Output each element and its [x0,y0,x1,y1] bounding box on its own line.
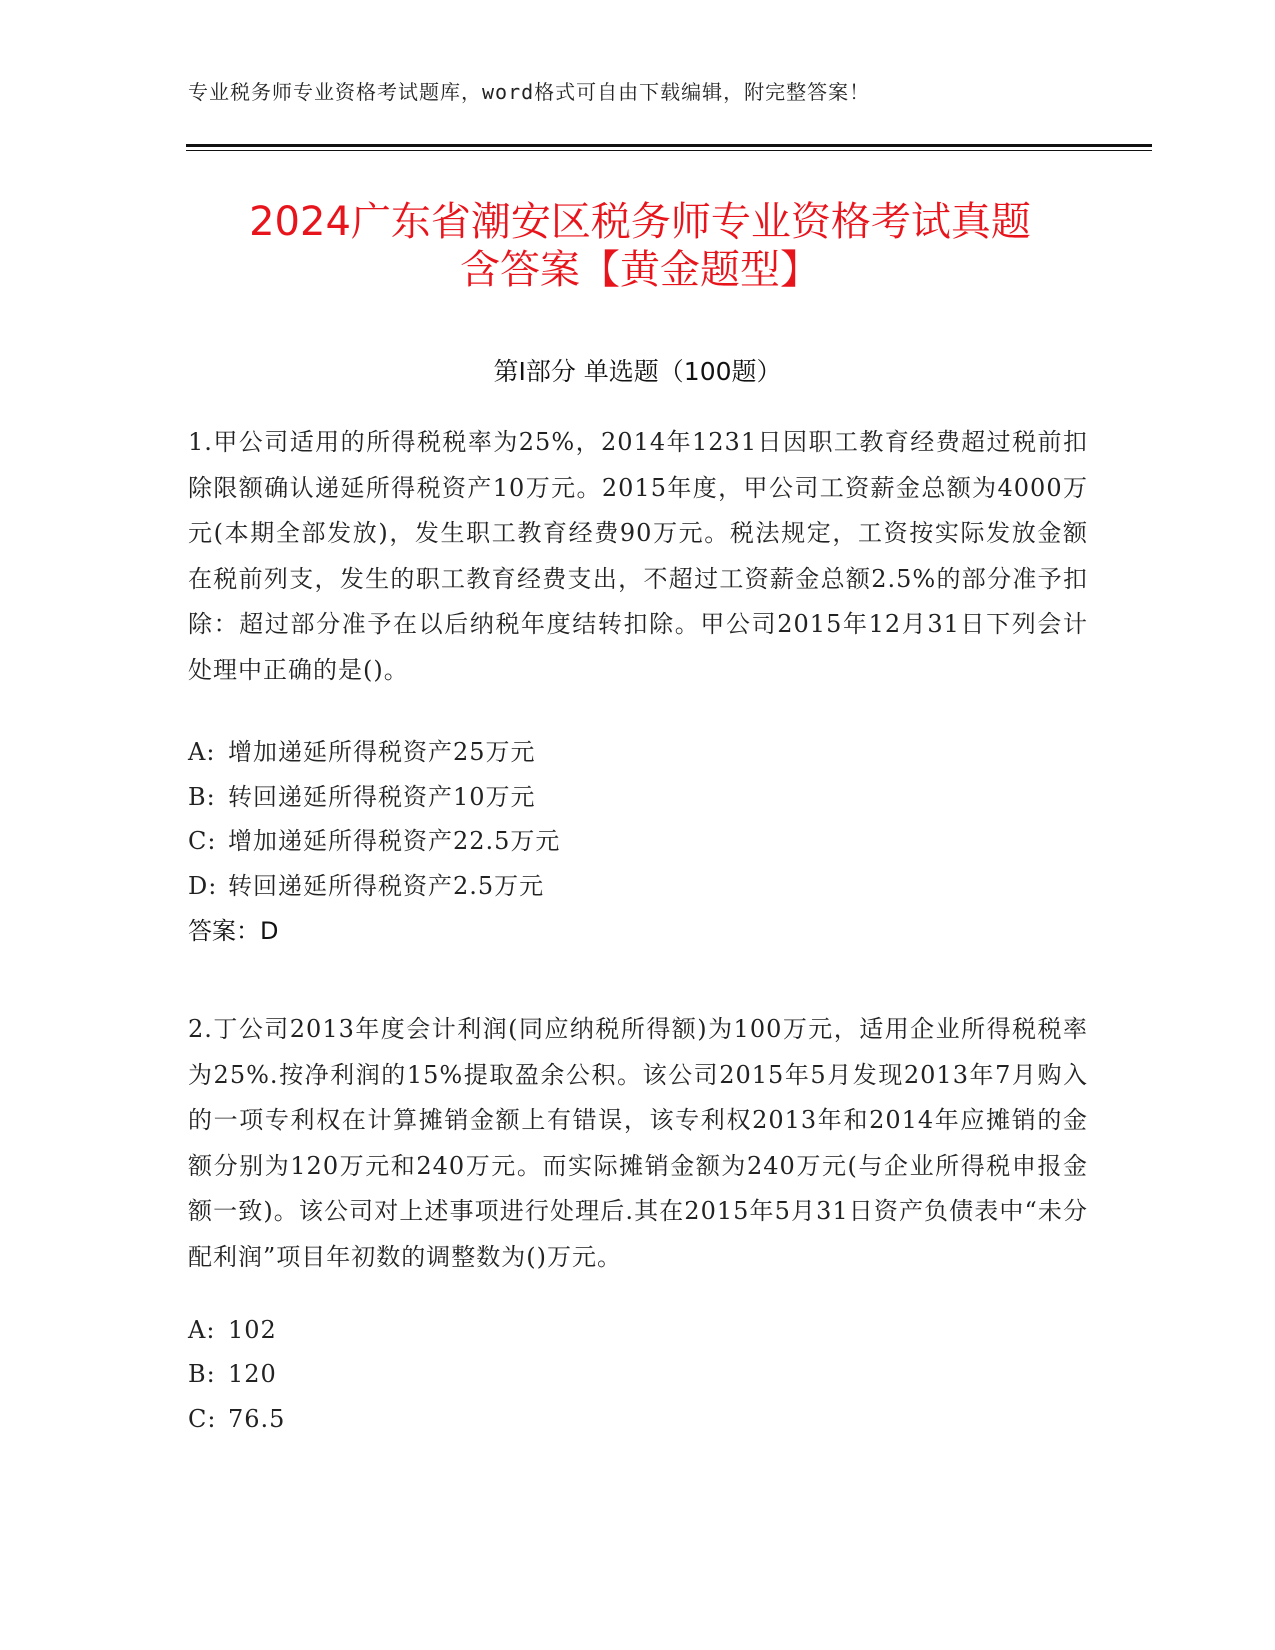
question-2-option-b [188,1360,277,1388]
title-line-2: 含答案【黄金题型】 [460,247,820,293]
option-text: 转回递延所得税资产10万元 [228,783,536,811]
question-2-option-a [188,1316,277,1344]
question-1-option-b [188,777,536,812]
header-divider-thin [186,150,1152,151]
question-1-option-a [188,732,536,767]
question-1-option-c [188,821,560,856]
option-letter: C: [188,827,217,855]
option-text: 76.5 [228,1405,286,1433]
option-text: 102 [228,1316,277,1344]
option-text: 转回递延所得税资产2.5万元 [228,872,545,900]
option-letter: A: [188,1316,216,1344]
section-title: 第Ⅰ部分 单选题（100题） [493,357,782,386]
option-text: 120 [228,1360,277,1388]
option-letter: A: [188,738,216,766]
header-note: 专业税务师专业资格考试题库，word格式可自由下载编辑，附完整答案！ [188,80,871,104]
question-1-text: 1.甲公司适用的所得税税率为25%，2014年1231日因职工教育经费超过税前扣除限额确认递延所得税资产10万元。2015年度，甲公司工资薪金总额为4000万元(本期全部发放)，发生职工教育经费90万元。税法规定，工资按实际发放金额在税前列支，发生的职工教育经费支出，不超过工资薪金总额2.5%的部分准予扣除：超过部分准予在以后纳税年度结转扣除。甲公司2015年12月31日下列会计处理中正确的是()。 [188,428,1088,684]
question-2-text: 2.丁公司2013年度会计利润(同应纳税所得额)为100万元，适用企业所得税税率为25%.按净利润的15%提取盈余公积。该公司2015年5月发现2013年7月购入的一项专利权在计算摊销金额上有错误，该专利权2013年和2014年应摊销的金额分别为120万元和240万元。而实际摊销金额为240万元(与企业所得税申报金额一致)。该公司对上述事项进行处理后.其在2015年5月31日资产负债表中“未分配利润”项目年初数的调整数为()万元。 [188,1015,1088,1271]
question-1-option-d [188,866,544,901]
document-title [150,198,1130,294]
option-text: 增加递延所得税资产22.5万元 [228,827,561,855]
option-letter: B: [188,1360,216,1388]
option-letter: C: [188,1405,217,1433]
option-text: 增加递延所得税资产25万元 [228,738,536,766]
question-2-option-c [188,1405,285,1433]
option-letter: D: [188,872,218,900]
header-divider-thick [186,144,1152,147]
title-line-1: 2024广东省潮安区税务师专业资格考试真题 [249,199,1031,245]
option-letter: B: [188,783,216,811]
question-1-answer: 答案：D [188,917,279,945]
